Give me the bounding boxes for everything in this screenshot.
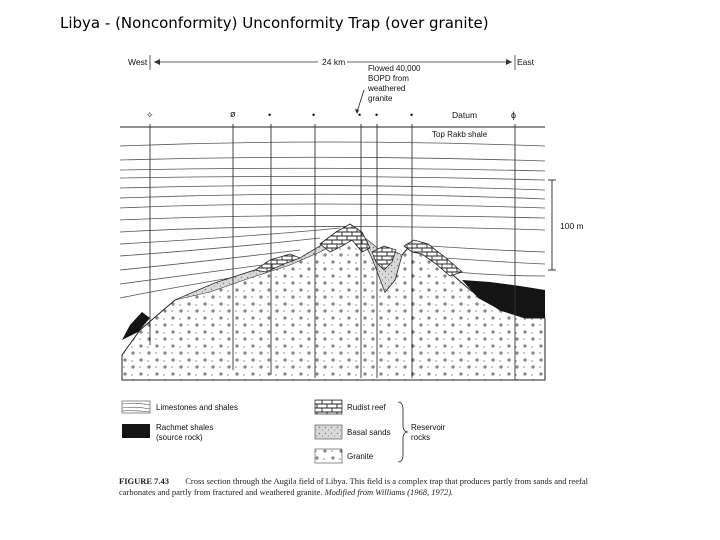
flow-note: [367, 64, 421, 103]
reservoir-bracket: [398, 402, 408, 462]
well-symbol: •: [375, 110, 379, 120]
legend-sublabel: (source rock): [156, 433, 203, 442]
caption-citation: Modified from Williams (1968, 1972).: [324, 486, 454, 497]
well-symbol: •: [410, 110, 414, 120]
flow-note-line: BOPD from: [368, 74, 409, 83]
well-symbol: •: [358, 110, 362, 120]
scale-label: 100 m: [560, 221, 584, 231]
figure-number: FIGURE 7.43: [119, 476, 170, 486]
legend-label: Rudist reef: [347, 403, 386, 412]
legend-item-basal: [315, 425, 391, 439]
svg-text:BOPD from: [368, 74, 409, 83]
svg-text:weathered: [367, 84, 405, 93]
legend-item-rachmet: [122, 423, 213, 442]
flow-note-pointer: [357, 90, 364, 112]
legend-label: Granite: [347, 452, 374, 461]
slide-title: Libya - (Nonconformity) Unconformity Trap (over granite): [60, 14, 489, 32]
flow-note-line: Flowed 40,000: [368, 64, 421, 73]
well-symbol: ✧: [146, 110, 154, 120]
legend-label: Basal sands: [347, 428, 391, 437]
legend: [122, 400, 446, 463]
east-label: East: [517, 57, 535, 67]
well-symbol: •: [268, 110, 272, 120]
top-shale-label: Top Rakb shale: [432, 130, 488, 139]
caption-text: Cross section through the Augila field of Libya. This field is a complex trap that produces partly from sands and reefal carbonates and partly from fractured and weathered granite.: [119, 476, 588, 497]
legend-item-granite: [315, 449, 374, 463]
flow-note-line: granite: [368, 94, 393, 103]
legend-label: Rachmet shales: [156, 423, 214, 432]
distance-label: 24 km: [322, 57, 346, 67]
legend-label: Limestones and shales: [156, 403, 238, 412]
well-symbol: ø: [230, 109, 236, 119]
legend-item-rudist: [315, 400, 386, 414]
west-label: West: [128, 57, 148, 67]
well-symbol: •: [312, 110, 316, 120]
figure-caption: [119, 476, 589, 497]
flow-note-line: weathered: [368, 84, 406, 93]
legend-item-limestones: [122, 401, 238, 413]
reservoir-label: Reservoir: [411, 423, 446, 432]
datum-label: Datum: [452, 110, 478, 120]
well-symbol: ɸ: [511, 110, 516, 120]
svg-text:granite: [368, 94, 393, 103]
reservoir-label: rocks: [411, 433, 431, 442]
svg-text:Flowed 40,000: [368, 64, 421, 73]
